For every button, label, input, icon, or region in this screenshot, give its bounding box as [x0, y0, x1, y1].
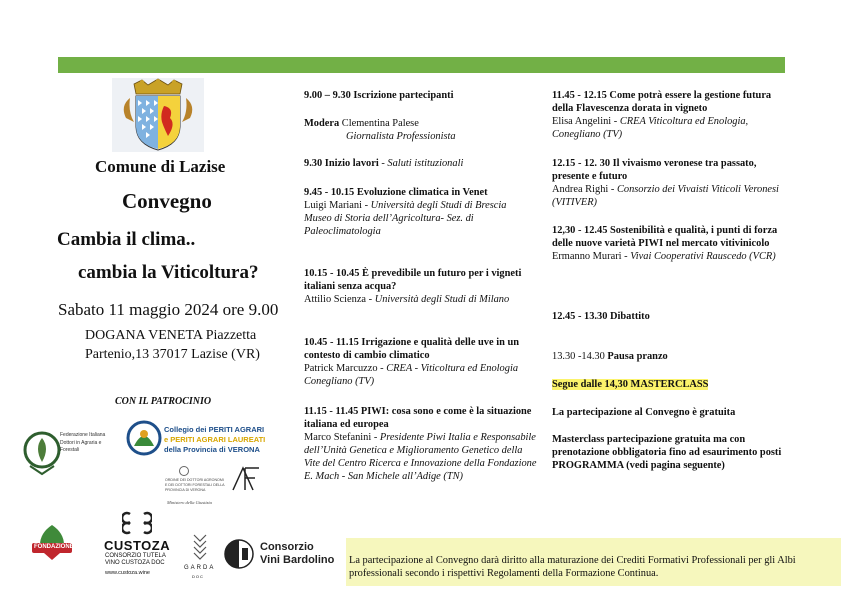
programma-note: PROGRAMMA (vedi pagina seguente) — [552, 460, 725, 471]
vivaismo-speaker: Andrea Righi - — [552, 184, 617, 195]
ordine-name: ORDINE DEI DOTTORI AGRONOMI E DEI DOTTORI FORESTALI DELLA PROVINCIA DI VERONA — [165, 478, 225, 492]
flavescenza-affiliation: CREA Viticoltura ed Enologia, Conegliano (TV) — [552, 116, 749, 140]
custoza-name: CUSTOZA — [104, 538, 171, 553]
credits-footer — [346, 538, 841, 586]
comune-name: Comune di Lazise — [95, 157, 226, 176]
periti-line3: della Provincia di VERONA — [164, 445, 260, 454]
ordine-agronomi-logo — [165, 466, 265, 506]
vivaismo-title: 12.15 - 12. 30 Il vivaismo veronese tra passato, presente e futuro — [552, 158, 757, 182]
periti-line1: Collegio dei PERITI AGRARI — [164, 425, 265, 434]
water-title: 10.15 - 10.45 È prevedibile un futuro per i vigneti italiani senza acqua? — [304, 268, 522, 292]
moderator-role: Giornalista Professionista — [346, 131, 456, 142]
program-item-opening — [304, 157, 540, 170]
free-participation-note: La partecipazione al Convegno è gratuita — [552, 407, 736, 418]
fondazione-logo — [30, 523, 74, 561]
periti-agrari-logo — [126, 420, 266, 456]
header-green-bar — [58, 57, 785, 73]
program-item-sostenibilita — [552, 224, 792, 263]
climate-speaker: Luigi Mariani - — [304, 200, 371, 211]
periti-emblem-icon — [126, 420, 162, 456]
piwi-speaker: Marco Stefanini - — [304, 432, 380, 443]
event-address-line1: DOGANA VENETA Piazzetta — [85, 328, 257, 343]
comune-crest-icon — [112, 78, 204, 152]
program-item-vivaismo — [552, 157, 792, 209]
program-item-masterclass — [552, 378, 792, 391]
masterclass-booking-note — [552, 433, 792, 472]
garda-text: GARDA — [184, 565, 216, 571]
convegno-heading: Convegno — [122, 189, 212, 213]
program-item-moderator — [304, 117, 540, 143]
ministero-text: Ministero della Giustizia — [167, 500, 212, 505]
garda-doc-text: DOC — [192, 574, 204, 579]
irrigation-speaker: Patrick Marcuzzo - — [304, 363, 387, 374]
fondazione-emblem-icon — [30, 523, 74, 561]
patrocinio-heading: CON IL PATROCINIO — [115, 396, 212, 407]
lunch-title: Pausa pranzo — [607, 351, 668, 362]
climate-affiliation: Università degli Studi di Brescia — [370, 200, 507, 211]
credits-footer-text: La partecipazione al Convegno darà diritto alla maturazione dei Crediti Formativi Professionali per gli Albi professionali secondo i rispettivi Regolamenti della Formazione Continua. — [349, 555, 796, 579]
af-monogram-icon — [231, 466, 261, 492]
event-date: Sabato 11 maggio 2024 ore 9.00 — [58, 300, 279, 319]
federazione-name: Federazione Italiana Dottori in Agraria e Forestali — [60, 432, 106, 453]
garda-doc-logo — [180, 531, 220, 583]
bardolino-logo — [224, 538, 346, 570]
piwi-affiliation: Presidente Piwi Italia e Responsabile dell’Unità Genetica e Miglioramento Genetico della Vite del Centro Ricerca e Innovazione della Fondazione E. Mach - San Michele all’Adige (TN) — [304, 432, 537, 482]
moderator-name: Clementina Palese — [339, 118, 419, 129]
garda-waves-icon — [190, 531, 210, 561]
program-item-dibattito: 12.45 - 13.30 Dibattito — [552, 311, 650, 322]
program-item-water — [304, 267, 540, 306]
event-title-line1: Cambia il clima.. — [57, 229, 196, 250]
federazione-emblem-icon — [22, 426, 62, 478]
custoza-sub2: VINO CUSTOZA DOC — [105, 560, 165, 566]
custoza-sub1: CONSORZIO TUTELA — [105, 553, 166, 559]
climate-title: 9.45 - 10.15 Evoluzione climatica in Venet — [304, 187, 488, 198]
fondazione-text: FONDAZIONE — [34, 544, 74, 550]
italy-emblem-icon — [179, 466, 189, 476]
event-title-line2: cambia la Viticoltura? — [78, 262, 259, 283]
opening-title: 9.30 Inizio lavori — [304, 158, 379, 169]
flavescenza-title: 11.45 - 12.15 Come potrà essere la gestione futura della Flavescenza dorata in vigneto — [552, 90, 772, 114]
opening-sub: - Saluti istituzionali — [378, 158, 464, 169]
program-item-irrigation — [304, 336, 540, 388]
climate-affiliation-2: Museo di Storia dell’Agricoltura- Sez. di Paleoclimatologia — [304, 213, 474, 237]
masterclass-highlight: Segue dalle 14,30 MASTERCLASS — [552, 379, 709, 390]
irrigation-affiliation: CREA - Viticoltura ed Enologia Conegliano (TV) — [304, 363, 519, 387]
custoza-logo — [102, 510, 174, 580]
program-item-flavescenza — [552, 89, 792, 141]
custoza-emblem-icon — [122, 510, 152, 536]
federazione-logo — [22, 424, 110, 480]
program-item-registration: 9.00 – 9.30 Iscrizione partecipanti — [304, 90, 454, 101]
flavescenza-speaker: Elisa Angelini - — [552, 116, 620, 127]
sostenibilita-speaker: Ermanno Murari - — [552, 251, 631, 262]
program-item-lunch — [552, 350, 792, 363]
water-affiliation: Università degli Studi di Milano — [374, 294, 510, 305]
program-item-climate — [304, 186, 540, 238]
periti-line2: e PERITI AGRARI LAUREATI — [164, 435, 266, 444]
water-speaker: Attilio Scienza - — [304, 294, 375, 305]
vivaismo-affiliation: Consorzio dei Vivaisti Viticoli Veronesi (VITIVER) — [552, 184, 779, 208]
sostenibilita-title: 12,30 - 12.45 Sostenibilità e qualità, i punti di forza delle nuove varietà PIWI nel mercato vitivinicolo — [552, 225, 778, 249]
bardolino-line2: Vini Bardolino — [260, 554, 335, 566]
piwi-title: 11.15 - 11.45 PIWI: cosa sono e come è la situazione italiana ed europea — [304, 406, 532, 430]
bardolino-line1: Consorzio — [260, 541, 314, 553]
custoza-url: www.custoza.wine — [105, 570, 150, 576]
moderator-label: Modera — [304, 118, 340, 129]
bardolino-emblem-icon — [224, 539, 256, 569]
masterclass-booking-text: Masterclass partecipazione gratuita ma con prenotazione obbligatoria fino ad esaurimento posti — [552, 434, 782, 458]
event-address-line2: Partenio,13 37017 Lazise (VR) — [85, 347, 260, 362]
irrigation-title: 10.45 - 11.15 Irrigazione e qualità delle uve in un contesto di cambio climatico — [304, 337, 520, 361]
lunch-time: 13.30 -14.30 — [552, 351, 608, 362]
sostenibilita-affiliation: Vivai Cooperativi Rauscedo (VCR) — [630, 251, 776, 262]
program-item-piwi — [304, 405, 540, 483]
